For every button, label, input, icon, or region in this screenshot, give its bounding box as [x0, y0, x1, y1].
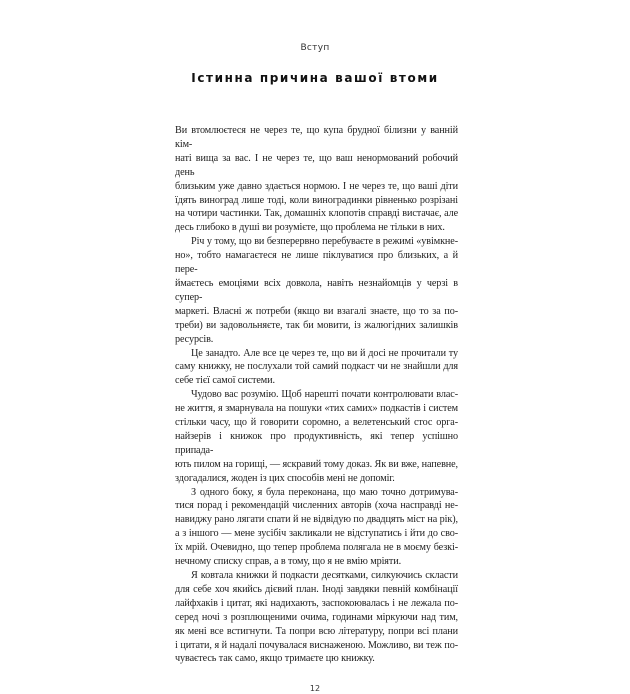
text-line: найзерів і книжок про продуктивність, які тепер успішно припада- — [175, 430, 458, 456]
text-line: маркеті. Власні ж потреби (якщо ви взагалі знаєте, що то за по- — [175, 305, 458, 317]
text-line: серед ночі з розплющеними очима, годинами міркуючи над тим, — [175, 611, 458, 623]
text-line: ресурсів. — [175, 333, 214, 345]
text-line: но», тобто намагаєтеся не лише піклуватися про близьких, а й пере- — [175, 250, 458, 276]
text-line: Чудово вас розумію. Щоб нарешті почати контролювати влас- — [191, 389, 458, 401]
text-line: не життя, я змарнувала на пошуки «тих самих» подкастів і систем — [175, 403, 458, 415]
text-line: десь глибоко в душі ви розумієте, що проблема не тільки в них. — [175, 222, 445, 234]
text-line: для себе хоч якийсь дієвий план. Іноді завдяки певній комбінації — [175, 583, 458, 595]
text-line: їдять виноград лише тоді, коли виноградинки рівненько розрізані — [175, 194, 458, 206]
running-head: Вступ — [300, 43, 330, 53]
text-line: нечному списку справ, а в тому, що я не вмію мріяти. — [175, 556, 402, 568]
text-line: Я ковтала книжки й подкасти десятками, силкуючись скласти — [191, 570, 458, 581]
text-line: Ви втомлюєтеся не через те, що купа брудної білизни у ванній кім- — [175, 125, 458, 150]
body-text — [175, 124, 458, 666]
page-number: 12 — [309, 684, 321, 694]
paragraph — [175, 347, 458, 389]
text-line: на чотири частинки. Так, домашніх клопотів справді вистачає, але — [175, 208, 458, 220]
text-line: лайфхаків і цитат, які надихають, заспокоювалась і не лежала по- — [175, 597, 458, 609]
text-line: З одного боку, я була переконана, що маю точно дотримува- — [191, 486, 458, 498]
text-line: а з іншого — мене зусібіч закликали не відступатись і йти до сво- — [175, 528, 458, 540]
text-line: і цитати, я й надалі почувалася виснаженою. Можливо, ви теж по- — [175, 639, 458, 651]
text-line: навиджу рано лягати спати й не відвідую по двадцять міст на рік), — [175, 514, 458, 526]
text-line: як мені все встигнути. Та попри всю літературу, попри всі плани — [175, 625, 458, 637]
text-line: близьким уже давно здається нормою. І не через те, що ваші діти — [175, 180, 458, 192]
text-line: треби) ви задовольняєте, так би мовити, із жалюгідних залишків — [175, 319, 458, 331]
text-line: Річ у тому, що ви безперервно перебуваєте в режимі «увімкне- — [191, 236, 458, 248]
text-line: саму книжку, не послухали той самий подкаст чи не знайшли для — [175, 361, 458, 373]
text-line: здогадалися, жоден із цих способів мені не допоміг. — [175, 472, 395, 484]
text-line: ють пилом на горищі, — яскравий тому доказ. Як ви вже, напевне, — [175, 458, 458, 470]
text-line: стільки часу, що й говорити соромно, а велетенський стос орга- — [175, 417, 458, 429]
chapter-title: Істинна причина вашої втоми — [191, 71, 439, 85]
text-line: себе тієї самої системи. — [175, 375, 275, 387]
paragraph — [175, 388, 458, 485]
paragraph — [175, 235, 458, 346]
text-line: Це занадто. Але все це через те, що ви й досі не прочитали ту — [191, 347, 458, 359]
text-line: ймаєтесь емоціями всіх довкола, навіть незнайомців у черзі в супер- — [175, 277, 458, 303]
paragraph — [175, 569, 458, 666]
text-line: наті вища за вас. І не через те, що ваш ненормований робочий день — [175, 152, 458, 178]
text-line: чуваєтесь так само, якщо тримаєте цю книжку. — [175, 653, 375, 665]
paragraph — [175, 124, 458, 235]
text-line: тися порад і рекомендацій численних авторів (хоча насправді не- — [175, 500, 458, 512]
paragraph — [175, 486, 458, 569]
text-line: їх мрій. Очевидно, що тепер проблема полягала не в моєму безкі- — [175, 542, 458, 554]
